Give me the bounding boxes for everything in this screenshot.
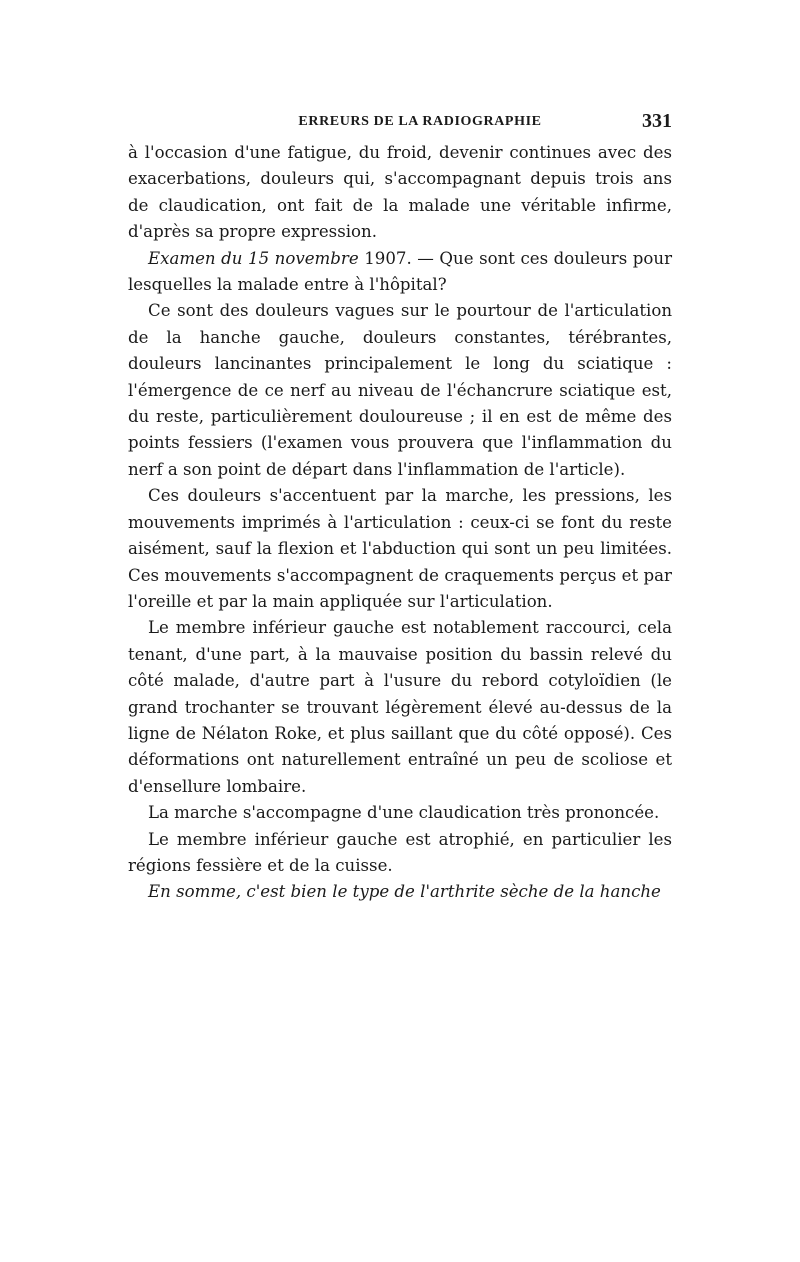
- paragraph-text: à l'occasion d'une fatigue, du froid, devenir continues avec des exacerbations, douleurs qui, s'accompagnant depuis trois ans de claudication, ont fait de la malade une véritable infirme, d'après sa propre expression.: [128, 143, 672, 242]
- paragraph-text: Ces douleurs s'accentuent par la marche, les pressions, les mouvements imprimés à l'articulation : ceux-ci se font du reste aisément, sauf la flexion et l'abduction qui sont un peu limitées. Ces mouvements s'accompagnent de craquements perçus et par l'oreille et par la main appliquée sur l'articulation.: [128, 486, 672, 611]
- book-page: [128, 110, 672, 906]
- paragraph: [128, 800, 672, 826]
- body-text: [128, 140, 672, 906]
- paragraph: [128, 140, 672, 246]
- paragraph-italic-lead: Examen du 15 novembre: [148, 248, 359, 268]
- paragraph: [128, 879, 672, 905]
- paragraph: [128, 483, 672, 615]
- paragraph-text: 1907. — Que sont ces douleurs pour lesquelles la malade entre à l'hôpital?: [128, 248, 673, 295]
- paragraph-text: La marche s'accompagne d'une claudication très prononcée.: [148, 803, 660, 823]
- paragraph: [128, 298, 672, 483]
- paragraph-text: Le membre inférieur gauche est notablement raccourci, cela tenant, d'une part, à la mauvaise position du bassin relevé du côté malade, d'autre part à l'usure du rebord cotyloïdien (le grand trochanter se trouvant légèrement élevé au-dessus de la ligne de Nélaton Roke, et plus saillant que du côté opposé). Ces déformations ont naturellement entraîné un peu de scoliose et d'ensellure lombaire.: [128, 618, 672, 796]
- paragraph: [128, 827, 672, 880]
- running-title: ERREURS DE LA RADIOGRAPHIE: [298, 114, 542, 129]
- page-number: 331: [642, 110, 672, 132]
- paragraph-text: Le membre inférieur gauche est atrophié, en particulier les régions fessière et de la cuisse.: [128, 829, 672, 875]
- paragraph: [128, 246, 672, 299]
- paragraph-italic-text: En somme, c'est bien le type de l'arthrite sèche de la hanche: [148, 882, 661, 902]
- paragraph: [128, 615, 672, 800]
- paragraph-text: Ce sont des douleurs vagues sur le pourtour de l'articulation de la hanche gauche, douleurs constantes, térébrantes, douleurs lancinantes principalement le long du sciatique : l'émergence de ce nerf au niveau de l'échancrure sciatique est, du reste, particulièrement douloureuse ; il en est de même des points fessiers (l'examen vous prouvera que l'inflammation du nerf a son point de départ dans l'inflammation de l'article).: [128, 301, 672, 479]
- running-head: [128, 110, 672, 140]
